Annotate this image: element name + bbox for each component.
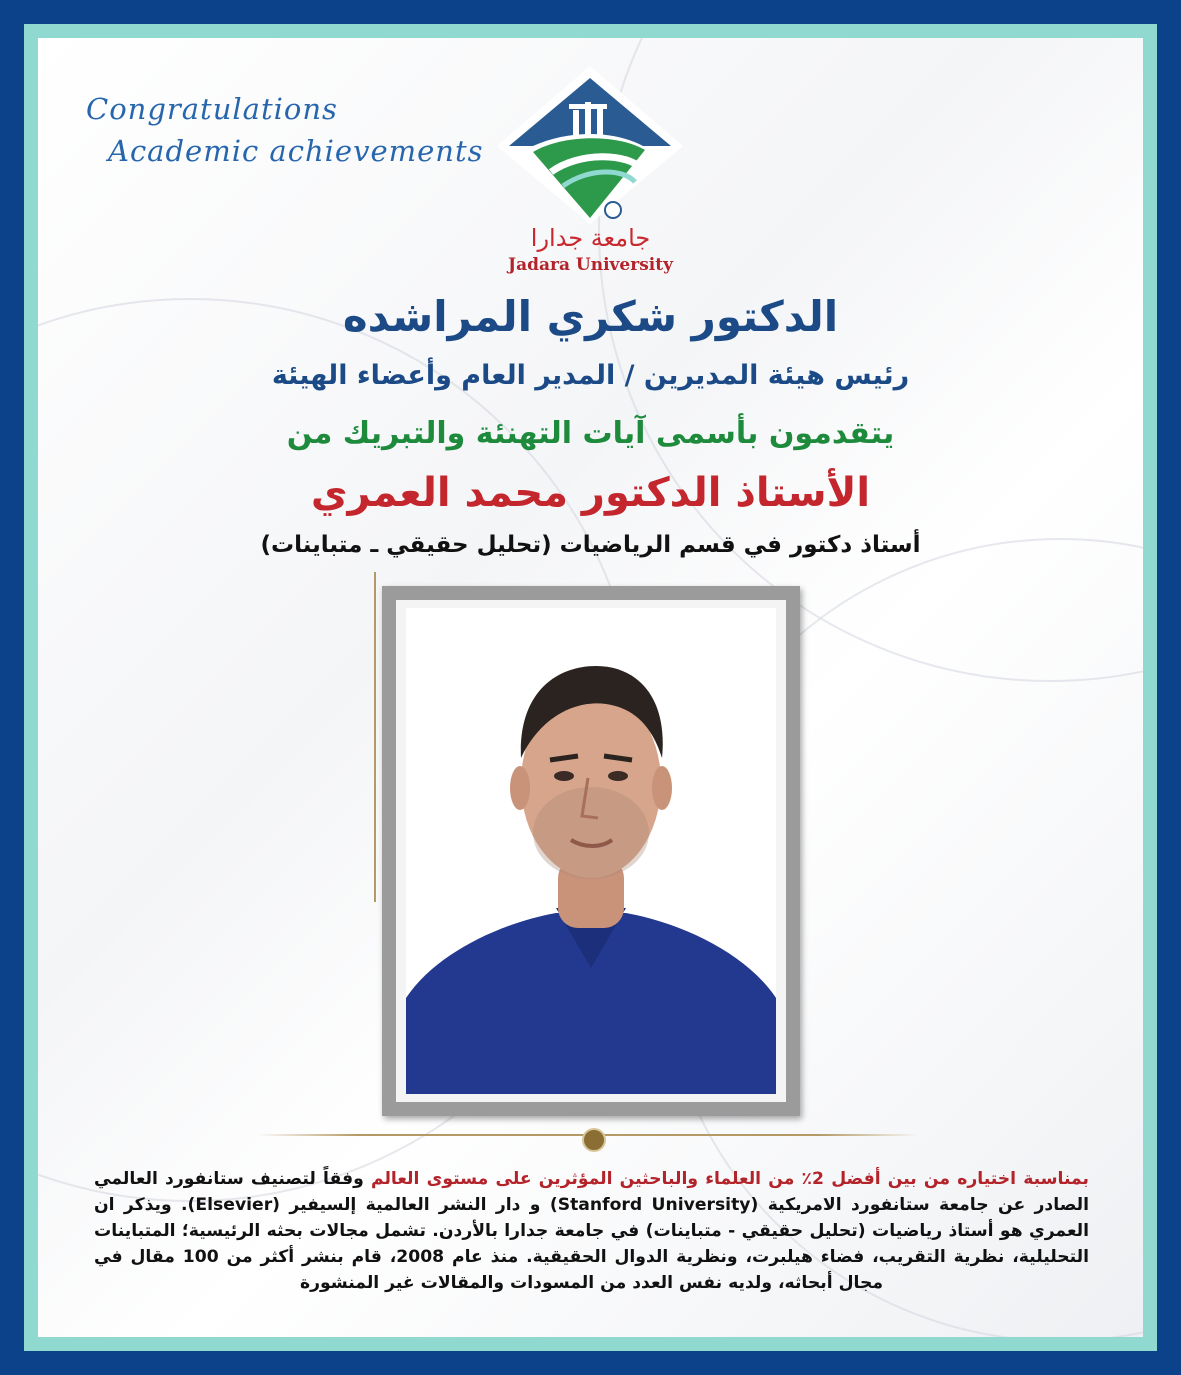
portrait-photo [406,608,776,1094]
university-name-english: Jadara University [508,255,673,275]
president-name: الدكتور شكري المراشده [342,292,839,341]
portrait-mat [396,600,786,1102]
jadara-university-logo-icon [493,60,688,230]
congratulations-heading [86,88,484,172]
greeting-line: يتقدمون بأسمى آيات التهنئة والتبريك من [286,416,895,451]
gold-ornament-dot [582,1128,606,1152]
honoree-title: أستاذ دكتور في قسم الرياضيات (تحليل حقيقي ـ متباينات) [260,532,921,558]
achievement-paragraph [94,1166,1089,1296]
university-name-arabic: جامعة جدارا [530,224,651,252]
achievement-text: وفقاً لتصنيف ستانفورد العالمي الصادر عن جامعة ستانفورد الامريكية (Stanford University) و دار النشر العالمية إلسيفير (Elsevier). ويذكر ان العمري هو أستاذ رياضيات (تحليل حقيقي - متباينات) في جامعة جدارا بالأردن. تشمل مجالات بحثه الرئيسية؛ المتباينات التحليلية، نظرية التقريب، فضاء هيلبرت، ونظرية الدوال الحقيقية. منذ عام 2008، قام بنشر أكثر من 100 مقال في مجال أبحاثه، ولديه نفس العدد من المسودات والمقالات غير المنشورة [94,1169,1089,1293]
honoree-name: الأستاذ الدكتور محمد العمري [310,470,871,516]
gold-accent-line [374,572,376,902]
congrats-line-2: Academic achievements [108,134,484,168]
portrait-frame [382,586,800,1116]
achievement-highlight: بمناسبة اختياره من بين أفضل 2٪ من العلماء والباحثين المؤثرين على مستوى العالم [370,1169,1090,1189]
congrats-line-1: Congratulations [86,92,338,126]
poster-card [38,38,1143,1337]
board-line: رئيس هيئة المديرين / المدير العام وأعضاء الهيئة [271,360,910,391]
